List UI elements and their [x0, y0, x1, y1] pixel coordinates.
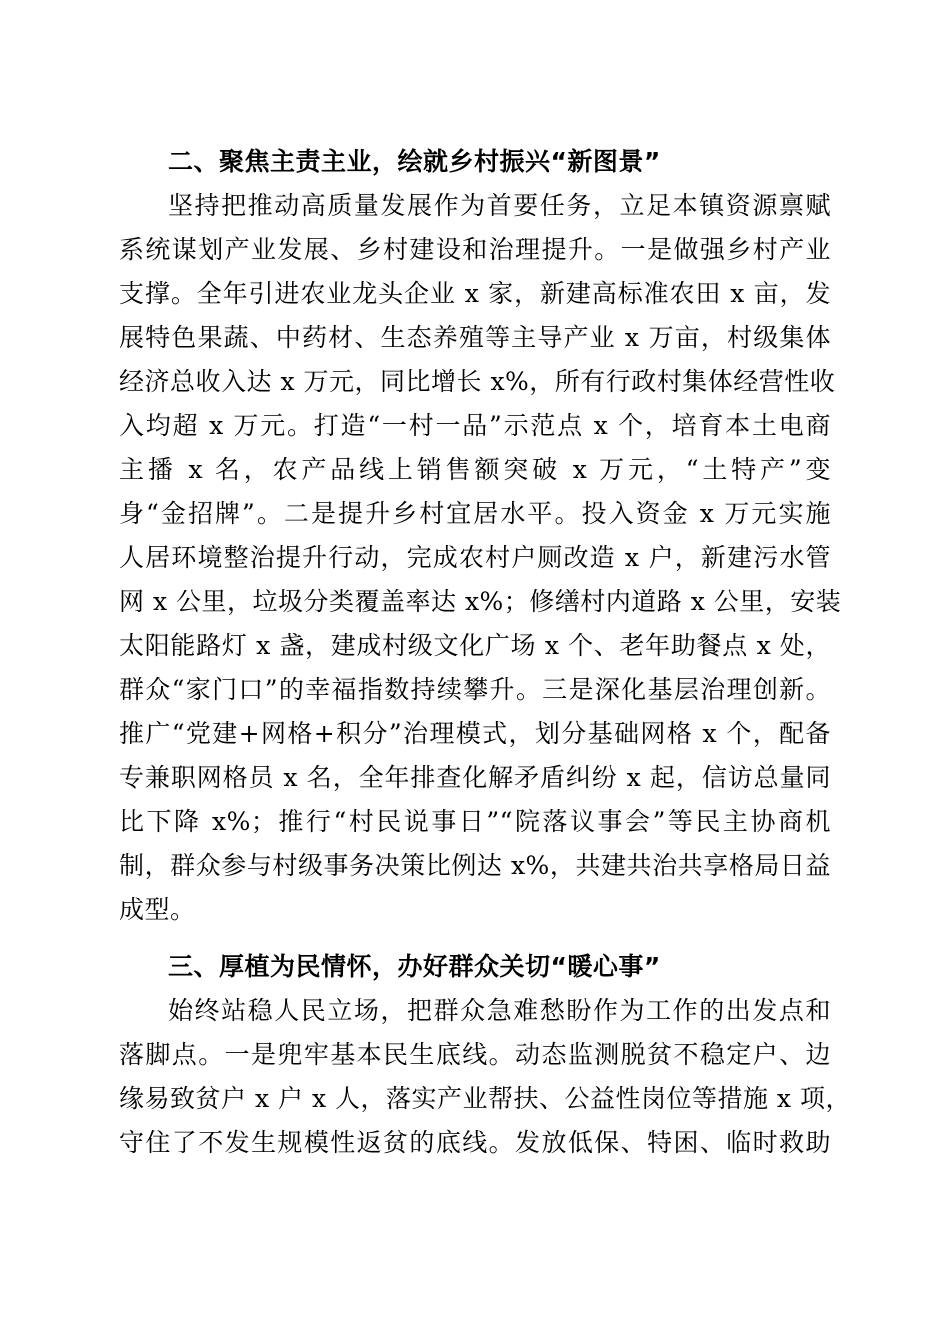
paragraph-line: 展特色果蔬、中药材、生态养殖等主导产业 x 万亩，村级集体 — [119, 323, 831, 352]
paragraph-line: 群众“家门口”的幸福指数持续攀升。三是深化基层治理创新。 — [119, 675, 831, 704]
paragraph-line: 人居环境整治提升行动，完成农村户厕改造 x 户，新建污水管 — [119, 543, 831, 572]
paragraph-line: 守住了不发生规模性返贫的底线。发放低保、特困、临时救助 — [119, 1128, 831, 1157]
paragraph-line: 推广“党建+网格+积分”治理模式，划分基础网格 x 个，配备 — [119, 719, 831, 748]
paragraph-line: 太阳能路灯 x 盏，建成村级文化广场 x 个、老年助餐点 x 处， — [119, 631, 831, 660]
paragraph-line: 制，群众参与村级事务决策比例达 x%，共建共治共享格局日益 — [119, 851, 831, 880]
paragraph-line: 身“金招牌”。二是提升乡村宜居水平。投入资金 x 万元实施 — [119, 499, 831, 528]
paragraph-line: 始终站稳人民立场，把群众急难愁盼作为工作的出发点和 — [168, 996, 831, 1025]
section-heading-2: 二、聚焦主责主业，绘就乡村振兴“新图景” — [168, 147, 661, 176]
paragraph-line: 坚持把推动高质量发展作为首要任务，立足本镇资源禀赋 — [168, 191, 831, 220]
paragraph-line: 经济总收入达 x 万元，同比增长 x%，所有行政村集体经营性收 — [119, 367, 836, 396]
paragraph-line: 专兼职网格员 x 名，全年排查化解矛盾纠纷 x 起，信访总量同 — [119, 763, 831, 792]
paragraph-line: 比下降 x%；推行“村民说事日”“院落议事会”等民主协商机 — [119, 807, 831, 836]
paragraph-line: 支撑。全年引进农业龙头企业 x 家，新建高标准农田 x 亩，发 — [119, 279, 831, 308]
paragraph-line: 成型。 — [119, 895, 196, 924]
paragraph-line: 主播 x 名，农产品线上销售额突破 x 万元，“土特产”变 — [119, 455, 831, 484]
section-heading-3: 三、厚植为民情怀，办好群众关切“暖心事” — [168, 952, 661, 981]
paragraph-line: 入均超 x 万元。打造“一村一品”示范点 x 个，培育本土电商 — [119, 411, 831, 440]
paragraph-line: 缘易致贫户 x 户 x 人，落实产业帮扶、公益性岗位等措施 x 项， — [119, 1084, 851, 1113]
paragraph-line: 网 x 公里，垃圾分类覆盖率达 x%；修缮村内道路 x 公里，安装 — [119, 587, 842, 616]
paragraph-line: 系统谋划产业发展、乡村建设和治理提升。一是做强乡村产业 — [119, 235, 831, 264]
paragraph-line: 落脚点。一是兜牢基本民生底线。动态监测脱贫不稳定户、边 — [119, 1040, 831, 1069]
